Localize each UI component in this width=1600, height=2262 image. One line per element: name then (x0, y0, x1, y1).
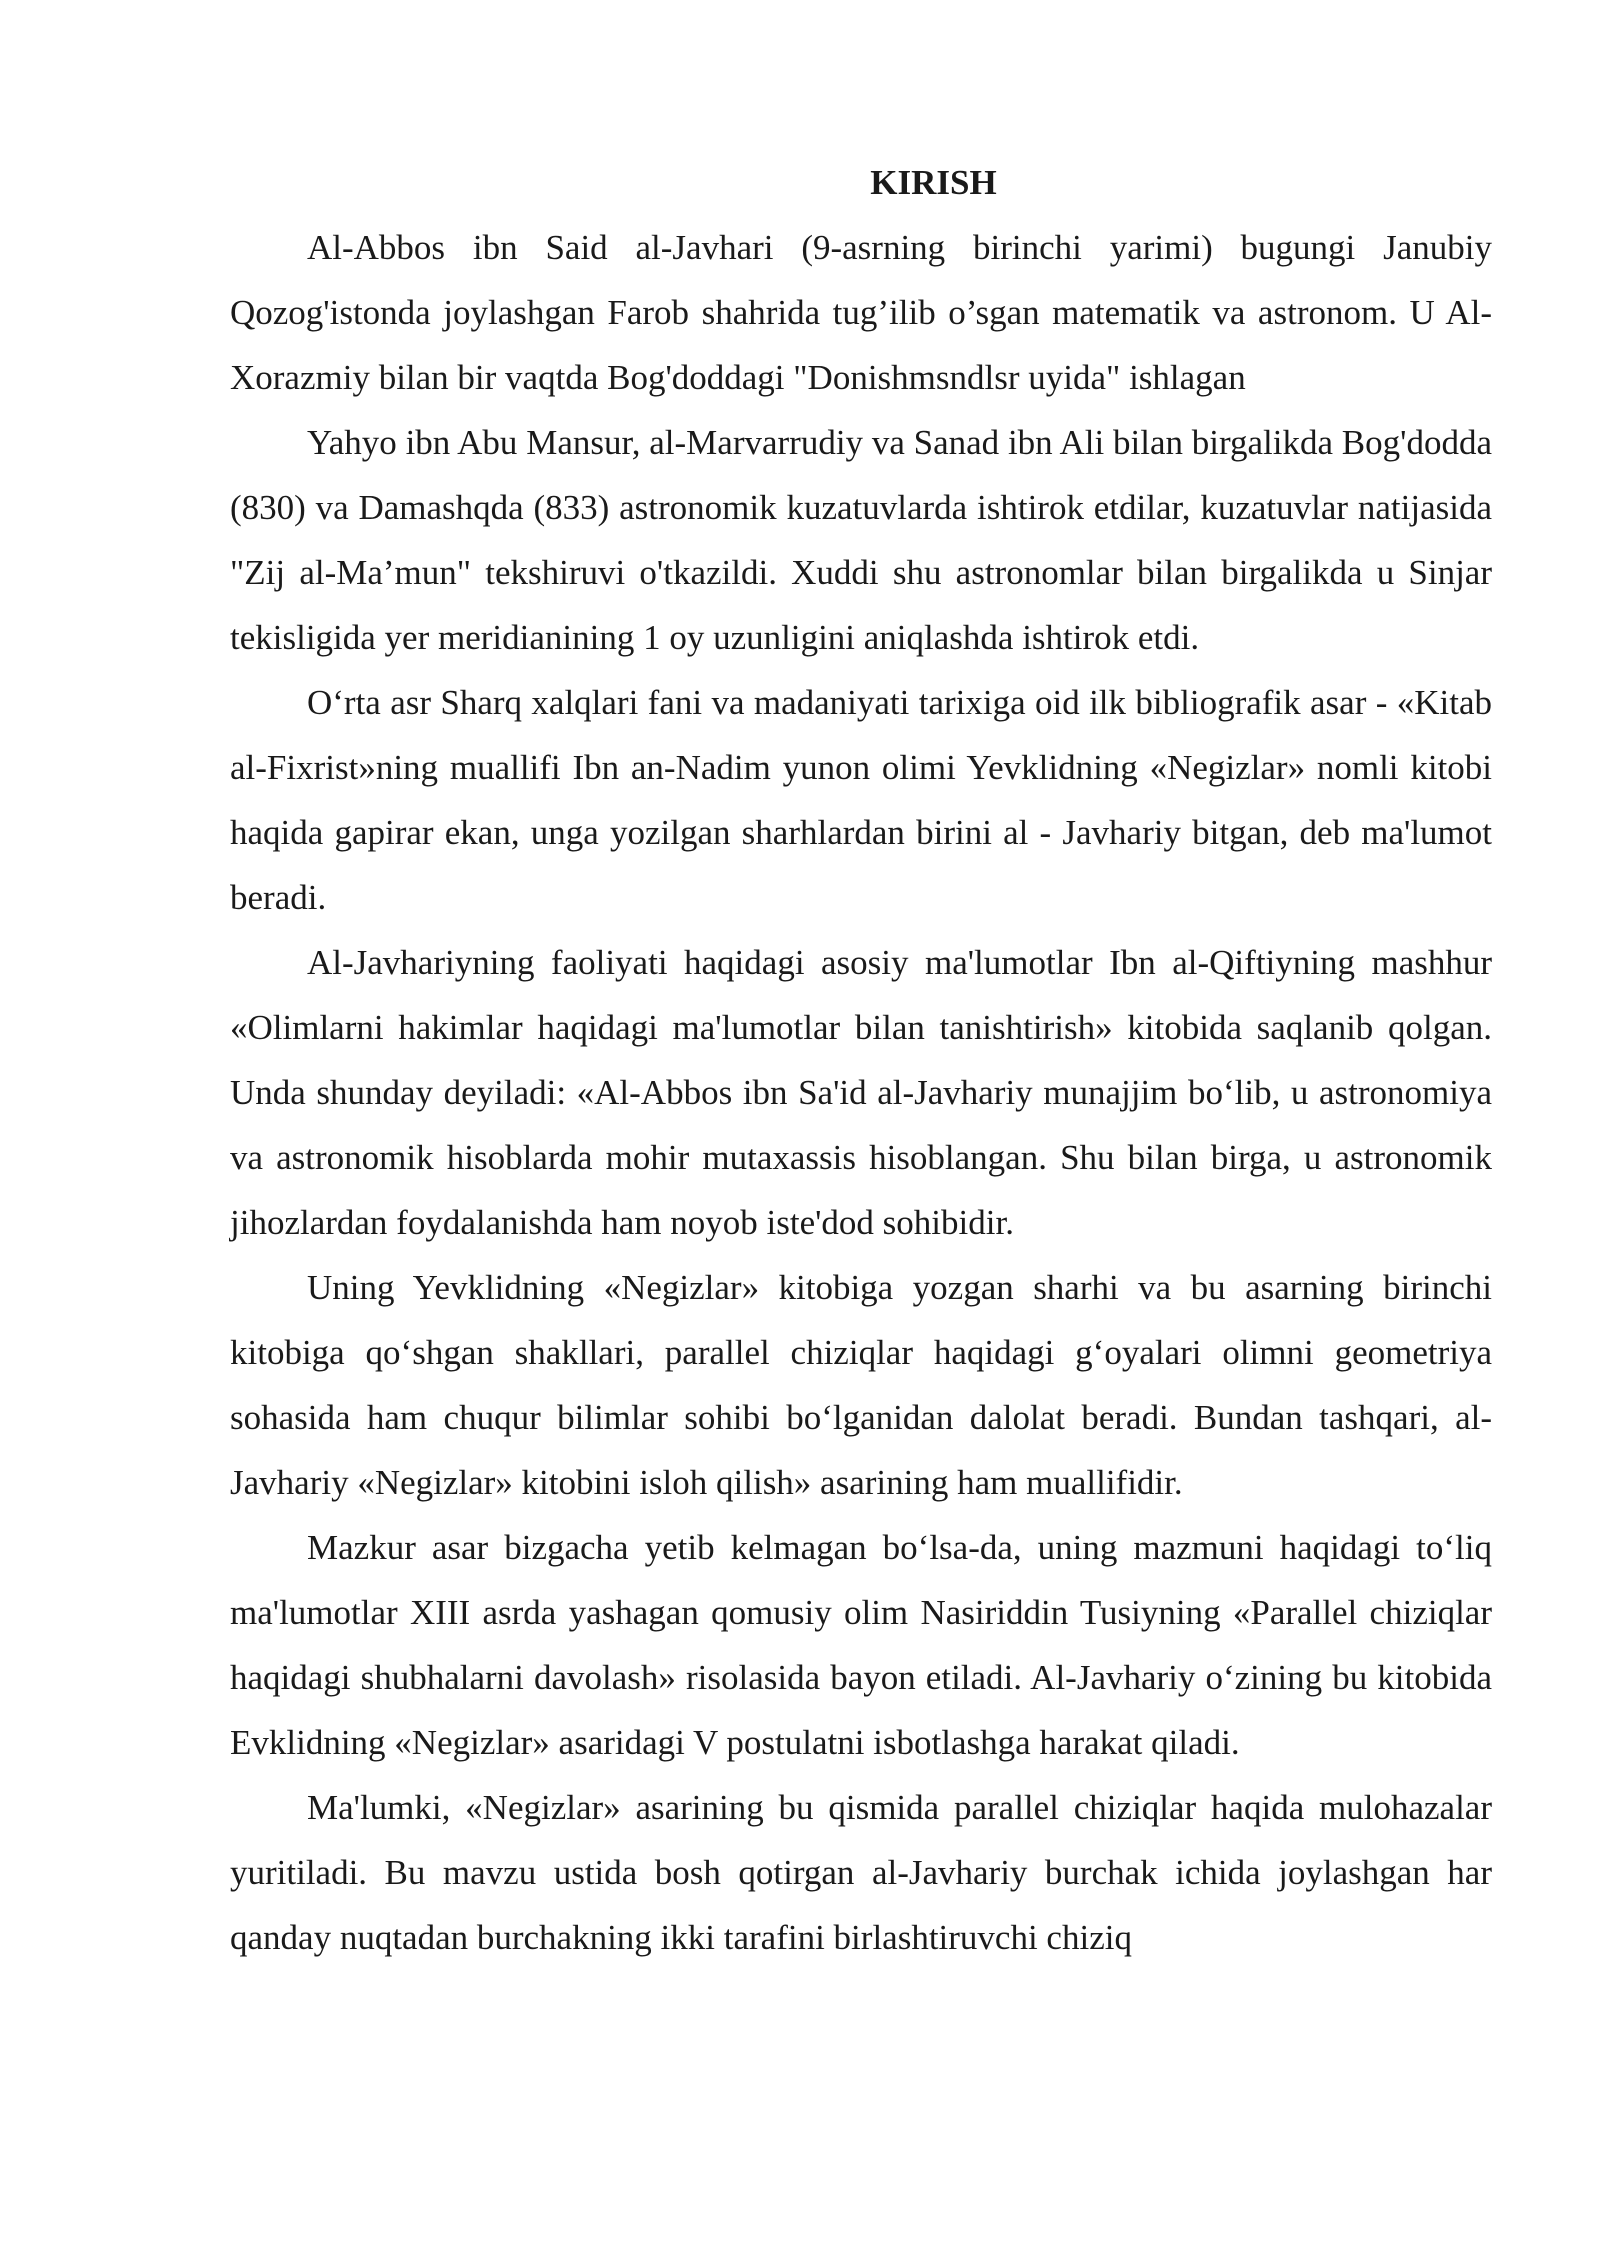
paragraph-3: O‘rta asr Sharq xalqlari fani va madaniyati tarixiga oid ilk bibliografik asar - «Kitab al-Fixrist»ning muallifi Ibn an-Nadim yunon olimi Yevklidning «Negizlar» nomli kitobi haqida gapirar ekan, unga yozilgan sharhlardan birini al - Javhariy bitgan, deb ma'lumot beradi. (230, 683, 1492, 917)
paragraph-2: Yahyo ibn Abu Mansur, al-Marvarrudiy va Sanad ibn Ali bilan birgalikda Bog'dodda (830) va Damashqda (833) astronomik kuzatuvlarda ishtirok etdilar, kuzatuvlar natijasida "Zij al-Ma’mun" tekshiruvi o'tkazildi. Xuddi shu astronomlar bilan birgalikda u Sinjar tekisligida yer meridianining 1 oy uzunligini aniqlashda ishtirok etdi. (230, 423, 1492, 657)
paragraph-6: Mazkur asar bizgacha yetib kelmagan bo‘lsa-da, uning mazmuni haqidagi to‘liq ma'lumotlar XIII asrda yashagan qomusiy olim Nasiriddin Tusiyning «Parallel chiziqlar haqidagi shubhalarni davolash» risolasida bayon etiladi. Al-Javhariy o‘zining bu kitobida Evklidning «Negizlar» asaridagi V postulatni isbotlashga harakat qiladi. (230, 1528, 1492, 1762)
paragraph-1: Al-Abbos ibn Said al-Javhari (9-asrning birinchi yarimi) bugungi Janubiy Qozog'istonda joylashgan Farob shahrida tug’ilib o’sgan matematik va astronom. U Al-Xorazmiy bilan bir vaqtda Bog'doddagi "Donishmsndlsr uyida" ishlagan (230, 228, 1492, 397)
document-body (230, 150, 1492, 1970)
paragraph-4: Al-Javhariyning faoliyati haqidagi asosiy ma'lumotlar Ibn al-Qiftiyning mashhur «Olimlarni hakimlar haqidagi ma'lumotlar bilan tanishtirish» kitobida saqlanib qolgan. Unda shunday deyiladi: «Al-Abbos ibn Sa'id al-Javhariy munajjim bo‘lib, u astronomiya va astronomik hisoblarda mohir mutaxassis hisoblangan. Shu bilan birga, u astronomik jihozlardan foydalanishda ham noyob iste'dod sohibidir. (230, 943, 1492, 1242)
paragraph-7: Ma'lumki, «Negizlar» asarining bu qismida parallel chiziqlar haqida mulohazalar yuritiladi. Bu mavzu ustida bosh qotirgan al-Javhariy burchak ichida joylashgan har qanday nuqtadan burchakning ikki tarafini birlashtiruvchi chiziq (230, 1788, 1492, 1957)
document-title: KIRISH (870, 163, 997, 202)
paragraph-5: Uning Yevklidning «Negizlar» kitobiga yozgan sharhi va bu asarning birinchi kitobiga qo‘shgan shakllari, parallel chiziqlar haqidagi g‘oyalari olimni geometriya sohasida ham chuqur bilimlar sohibi bo‘lganidan dalolat beradi. Bundan tashqari, al-Javhariy «Negizlar» kitobini isloh qilish» asarining ham muallifidir. (230, 1268, 1492, 1502)
